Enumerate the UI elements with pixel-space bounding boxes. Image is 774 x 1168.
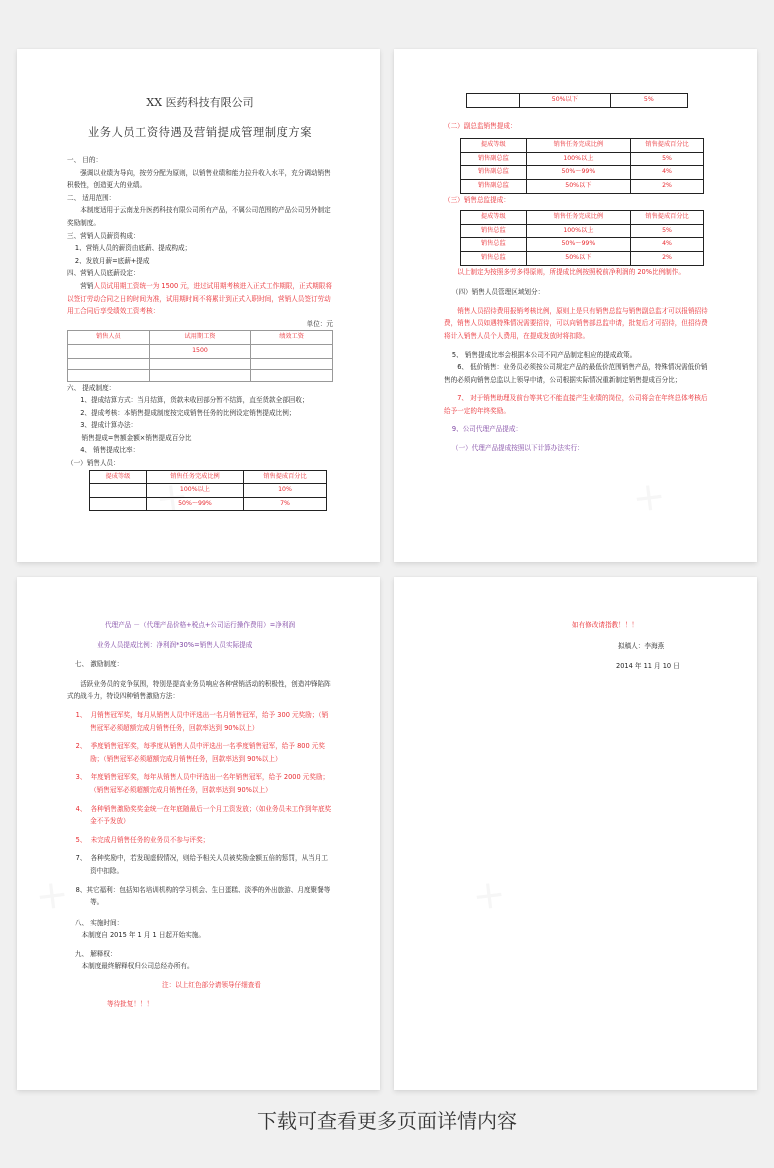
table-cell: 50%～99% (526, 238, 630, 252)
award-number: 1、 (75, 710, 87, 719)
table-cell: 2% (631, 179, 704, 193)
page4-body (444, 619, 710, 673)
sales-commission-table-continued (466, 93, 688, 108)
table-cell: 4% (631, 238, 704, 252)
section-4-body-red: 人员试用期工资统一为 1500 元，进过试用期考核进入正式工作期限，正式期限将以签订劳动合同之日的时间为准，试用期时间不将累计到正式入职时间，营销 (67, 281, 332, 303)
section-2-body: 本制度适用于云南龙升医药科技有限公司所有产品，不属公司范围的产品公司另外制定奖励制度。 (67, 206, 331, 227)
table-row (461, 238, 704, 252)
table-header-cell: 销售任务完成比例 (526, 211, 630, 225)
table-row (68, 358, 333, 370)
table-row (68, 370, 333, 382)
table-cell (149, 358, 250, 370)
table-row (461, 224, 704, 238)
table-cell: 销售总监 (461, 251, 527, 265)
table-cell (68, 344, 150, 358)
award-text: 各种销售激励奖奖金统一在年底随最后一个月工资发放；（如业务员未工作到年底奖金不予发放） (90, 804, 332, 826)
sales-commission-table (89, 470, 327, 512)
subsection-1-heading: （一）销售人员： (67, 459, 120, 468)
item-5: 5、 销售提成比率会根据本公司不同产品制定相应的提成政策。 (451, 350, 637, 359)
table-cell (467, 94, 520, 108)
table-cell: 7% (244, 497, 327, 511)
table-cell: 4% (631, 166, 704, 180)
award-text: 月销售冠军奖，每月从销售人员中评选出一名月销售冠军，给予 300 元奖励；（销售冠军必须超额完成月销售任务，回款率达到 90%以上） (90, 710, 329, 732)
table-header-cell: 销售任务完成比例 (146, 470, 243, 484)
table-cell (68, 370, 150, 382)
table-cell: 销售总监 (461, 224, 527, 238)
benefits-item: 8、其它福利：包括知名培训机构的学习机会、生日蛋糕、淡季的外出旅游、月度聚餐等等。 (75, 885, 331, 907)
table-cell (68, 358, 150, 370)
section-3-item-2: 2、发放月薪=底薪+提成 (74, 256, 150, 265)
table-row (461, 179, 704, 193)
award-number: 4、 (75, 804, 87, 813)
section-6-heading: 六、 提成制度： (67, 383, 116, 392)
table-header-row (90, 470, 327, 484)
section-6-formula: 销售提成=售额金额×销售提成百分比 (81, 433, 192, 442)
table-header-cell: 销售任务完成比例 (526, 139, 630, 153)
table-header-cell: 提成等级 (90, 470, 147, 484)
table-row (467, 94, 688, 108)
table-row (461, 152, 704, 166)
table-header-row (461, 139, 704, 153)
section-3-heading: 三、营销人员薪资构成： (67, 231, 140, 240)
watermark (465, 872, 512, 921)
table-header-cell: 试用期工资 (149, 331, 250, 345)
section-6-item-1: 1、提成结算方式：当月结算，货款未收回部分暂不结算，直至货款全部回收； (80, 396, 309, 405)
agent-product-formula-2: 业务人员提成比例：净利润*30%=销售人员实际提成 (97, 640, 253, 649)
commission-note: 以上制定为按照多劳多得原则，所提成比例按照税前净利润的 20%比例制作。 (457, 267, 685, 276)
page1-body (67, 154, 333, 511)
table-cell: 销售副总监 (461, 166, 527, 180)
table-cell: 50%～99% (146, 497, 243, 511)
section-7-heading: 七、 激励制度： (74, 660, 124, 669)
table-cell: 5% (610, 94, 687, 108)
page2-body (444, 93, 710, 455)
table-cell (251, 370, 333, 382)
table-cell: 5% (631, 224, 704, 238)
award-item (67, 803, 333, 828)
subsection-3-heading: （三）销售总监提成： (444, 195, 510, 204)
table-cell (251, 344, 333, 358)
table-cell: 销售总监 (461, 238, 527, 252)
revision-request: 如有修改请指教！！！ (572, 621, 638, 629)
table-row (90, 484, 327, 498)
item-number: 7、 (75, 854, 87, 863)
table-header-cell: 销售提成百分比 (244, 470, 327, 484)
watermark (625, 474, 672, 523)
page3-body (67, 619, 333, 1010)
section-8-heading: 八、 实施时间： (74, 918, 124, 927)
drafter: 拟稿人：李海燕 (618, 641, 665, 650)
unit-label: 单位：元 (306, 319, 333, 328)
table-cell: 5% (631, 152, 704, 166)
award-item (67, 709, 333, 734)
remark-note: 注：以上红色部分请领导仔细查看 (162, 981, 261, 990)
section-6-item-3: 3、提成计算办法： (80, 421, 138, 430)
table-header-cell: 绩效工资 (251, 331, 333, 345)
section-4-body-red-2: 人员签订劳动用工合同后享受绩效工资考核： (67, 294, 331, 316)
section-6-item-4: 4、 销售提成比率： (80, 446, 140, 455)
table-row (90, 497, 327, 511)
company-name: XX 医药科技有限公司 (146, 96, 254, 109)
table-cell: 销售副总监 (461, 152, 527, 166)
item-7: 7、 对于销售助理及前台等其它不能直接产生业绩的岗位，公司将会在年终总体考核后给予一定的年终奖励。 (444, 394, 708, 415)
item-9-sub: （一）代理产品提成按照以下计算办法实行： (451, 444, 584, 453)
section-8-body: 本制度自 2015 年 1 月 1 日起开始实施。 (81, 931, 205, 940)
section-9-heading: 九、 解释权： (74, 949, 117, 958)
await-approval: 等待批复！！！ (107, 999, 154, 1008)
salary-table (67, 330, 333, 381)
subsection-4-heading: （四）销售人员管理区域划分： (451, 288, 545, 297)
table-header-cell: 销售提成百分比 (631, 139, 704, 153)
table-header-cell: 提成等级 (461, 211, 527, 225)
table-cell: 50%以下 (526, 179, 630, 193)
award-number: 2、 (75, 742, 87, 751)
table-cell: 100%以上 (146, 484, 243, 498)
award-text: 未完成月销售任务的业务员不参与评奖； (90, 835, 210, 844)
document-page-2 (394, 49, 757, 562)
section-4-body (67, 280, 333, 318)
agent-product-formula-1: 代理产品 －（代理产品价格+税点+公司运行操作费用）=净利润 (104, 621, 296, 629)
penalty-item (67, 852, 333, 877)
award-text: 年度销售冠军奖，每年从销售人员中评选出一名年销售冠军，给予 2000 元奖励；（销售冠军必须超额完成月销售任务，回款率达到 90%以上） (90, 773, 330, 794)
section-3-item-1: 1、营销人员的薪资由底薪、提成构成； (74, 244, 192, 253)
section-9-body: 本制度最终解释权归公司总经办所有。 (81, 962, 194, 971)
table-cell: 1500 (149, 344, 250, 358)
award-item (67, 740, 333, 765)
award-text: 季度销售冠军奖，每季度从销售人员中评选出一名季度销售冠军，给予 800 元奖励；（销售冠军必须超额完成月销售任务，回款率达到 90%以上） (90, 742, 325, 763)
award-item (67, 771, 333, 796)
document-page-4 (394, 577, 757, 1090)
document-page-3 (17, 577, 380, 1090)
section-4-heading: 四、营销人员底薪设定： (67, 269, 140, 278)
table-cell (149, 370, 250, 382)
table-header-row (461, 211, 704, 225)
award-item (67, 834, 333, 847)
section-4-body-black: 营销 (80, 281, 94, 290)
table-header-row (68, 331, 333, 345)
table-cell: 100%以上 (526, 224, 630, 238)
item-9: 9、公司代理产品提成： (451, 425, 523, 434)
entertainment-expense-policy: 销售人员招待费用报销考核比例，原则上是只有销售总监与销售副总监才可以报销招待费，销售人员如遇特殊情况需要招待，可以向销售部总监申请，批复后才可招待，但招待费将计入销售人员个人费用，在提成发放时将扣除。 (444, 306, 708, 340)
table-cell: 50%以下 (526, 251, 630, 265)
draft-date: 2014 年 11 月 10 日 (616, 662, 680, 671)
award-number: 3、 (75, 773, 87, 782)
table-header-cell: 销售人员 (68, 331, 150, 345)
table-cell: 2% (631, 251, 704, 265)
item-text: 各种奖励中，若发现虚假情况，则给予相关人员被奖励金额五倍的惩罚，从当月工资中扣除。 (90, 854, 328, 875)
table-row (461, 251, 704, 265)
table-cell (90, 497, 147, 511)
table-cell: 50%～99% (526, 166, 630, 180)
document-page-1 (17, 49, 380, 562)
section-6-item-2: 2、提成考核：本销售提成制度按完成销售任务的比例设定销售提成比例； (80, 408, 296, 417)
download-more-prompt[interactable]: 下载可查看更多页面详情内容 (257, 1109, 517, 1133)
document-title: 业务人员工资待遇及营销提成管理制度方案 (88, 126, 312, 139)
table-cell: 10% (244, 484, 327, 498)
subsection-2-heading: （二）副总监销售提成： (444, 121, 517, 130)
section-1-heading: 一、 目的： (67, 156, 103, 164)
section-1-body: 强调以业绩为导向，按劳分配为原则，以销售业绩和能力拉升收入水平，充分调动销售积极性，创造更大的业绩。 (67, 168, 331, 190)
table-cell (251, 358, 333, 370)
section-2-heading: 二、 适用范围： (67, 193, 116, 202)
table-header-cell: 销售提成百分比 (631, 211, 704, 225)
table-row (68, 344, 333, 358)
section-7-body: 活跃业务员的竞争氛围，特别是提高业务员响应各种营销活动的积极性，创造冲锋陷阵式的战斗力，特设四种销售激励方法： (67, 679, 331, 701)
director-commission-table (460, 210, 704, 265)
deputy-director-commission-table (460, 138, 704, 193)
table-cell: 100%以上 (526, 152, 630, 166)
table-cell (90, 484, 147, 498)
table-header-cell: 提成等级 (461, 139, 527, 153)
table-row (461, 166, 704, 180)
award-number: 5、 (75, 835, 87, 844)
table-cell: 50%以下 (520, 94, 611, 108)
item-6: 6、 低价销售：业务员必须按公司规定产品的最低价范围销售产品，特殊情况需低价销售的必须向销售总监以上领导申请，公司根据实际情况重新制定销售提成百分比； (444, 363, 708, 384)
table-cell: 销售副总监 (461, 179, 527, 193)
